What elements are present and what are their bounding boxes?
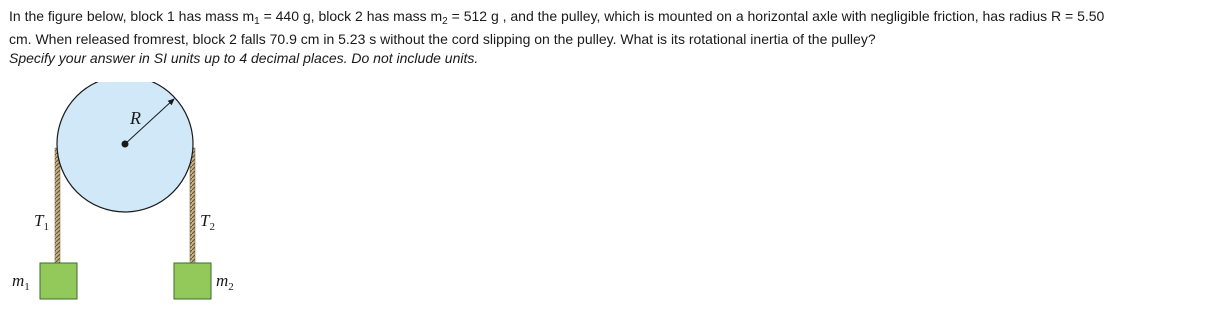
block-1: [40, 263, 77, 299]
question-text-block: [9, 6, 1221, 67]
question-text-part-1: In the figure below, block 1 has mass m: [9, 8, 255, 24]
mass-1-symbol: m: [12, 271, 25, 290]
answer-instruction: Specify your answer in SI units up to 4 decimal places. Do not include units.: [9, 50, 479, 66]
radius-label: R: [130, 108, 141, 128]
question-text-part-3: = 512 g , and the pulley, which is mounted on a horizontal axle with negligible friction, has radius R = 5.50: [447, 8, 1105, 24]
tension-1-subscript: 1: [43, 221, 49, 233]
mass-1-subscript: 1: [24, 281, 30, 293]
mass-1-label: [12, 271, 30, 293]
question-paragraph: [9, 6, 1221, 49]
pulley-figure: [0, 82, 260, 310]
left-rope: [55, 148, 60, 263]
question-text-part-4: cm. When released fromrest, block 2 falls 70.9 cm in 5.23 s without the cord slipping on the pulley. What is its rotational inertia of the pulley?: [9, 31, 876, 47]
pulley-diagram: [0, 82, 260, 310]
m2-subscript: 2: [442, 16, 448, 27]
mass-2-label: [216, 271, 234, 293]
tension-2-label: [200, 211, 215, 233]
tension-2-symbol: T: [200, 211, 210, 230]
m1-subscript: 1: [254, 16, 260, 27]
mass-2-subscript: 2: [228, 281, 234, 293]
tension-1-label: [34, 211, 49, 233]
mass-2-symbol: m: [216, 271, 229, 290]
block-2: [174, 263, 211, 299]
tension-2-subscript: 2: [209, 221, 215, 233]
right-rope: [190, 148, 195, 263]
question-text-part-2: = 440 g, block 2 has mass m: [259, 8, 443, 24]
tension-1-symbol: T: [34, 211, 44, 230]
